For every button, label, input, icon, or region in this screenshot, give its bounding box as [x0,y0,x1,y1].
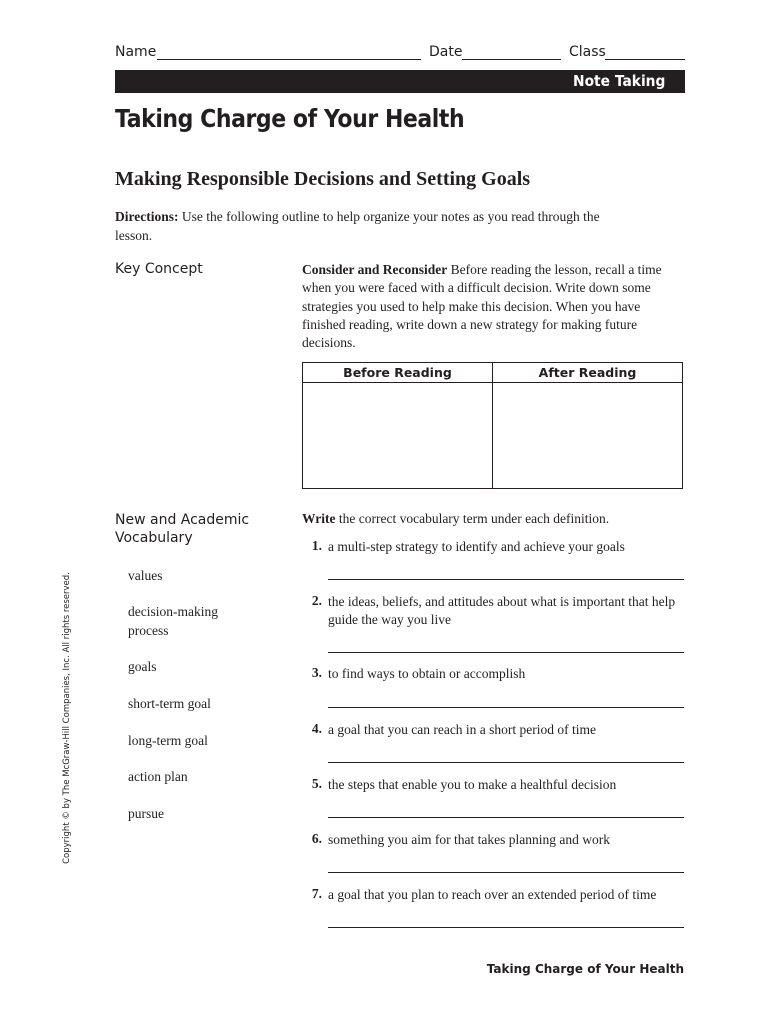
copyright-notice: Copyright © by The McGraw-Hill Companies, Inc. All rights reserved. [62,572,72,864]
consider-lead: Consider and Reconsider [302,262,448,277]
answer-line-6[interactable] [328,872,684,873]
vocabulary-instruction [302,511,609,527]
answer-line-5[interactable] [328,817,684,818]
date-field[interactable] [462,59,561,60]
vocab-term: short-term goal [128,696,211,711]
banner-label: Note Taking [572,72,665,90]
vocabulary-label: New and Academic Vocabulary [115,512,250,546]
answer-line-3[interactable] [328,707,684,708]
after-reading-header: After Reading [538,365,637,380]
definition-text: a goal that you plan to reach over an extended period of time [328,887,657,902]
vocab-term: pursue [128,806,164,821]
definition-text: something you aim for that takes planning and work [328,832,610,847]
consider-paragraph [302,261,687,352]
directions-text: Use the following outline to help organize your notes as you read through the lesson. [115,209,600,243]
date-label: Date [429,44,463,60]
answer-line-4[interactable] [328,762,684,763]
page-footer: Taking Charge of Your Health [486,962,684,976]
directions-lead: Directions: [115,209,179,224]
vocab-term: long-term goal [128,733,208,748]
before-reading-cell[interactable] [303,383,492,488]
class-field[interactable] [605,59,685,60]
vocab-term: goals [128,659,157,674]
instruction-text: the correct vocabulary term under each definition. [335,511,610,526]
definition-number: 2. [311,593,322,608]
definition-text: the steps that enable you to make a healthful decision [328,777,617,792]
answer-line-7[interactable] [328,927,684,928]
instruction-lead: Write [302,511,336,526]
after-reading-cell[interactable] [493,383,682,488]
notes-table [302,362,683,489]
header-fields [115,44,685,64]
definition-number: 1. [311,538,322,553]
name-field[interactable] [157,59,421,60]
definition-number: 5. [311,776,322,791]
definition-text: the ideas, beliefs, and attitudes about what is important that help guide the way you live [328,594,676,627]
definition-number: 3. [311,665,322,680]
answer-line-1[interactable] [328,579,684,580]
definition-number: 6. [311,831,322,846]
lesson-subtitle: Making Responsible Decisions and Setting Goals [115,168,531,190]
definition-number: 7. [311,886,322,901]
definition-text: a goal that you can reach in a short period of time [328,722,597,737]
key-concept-label: Key Concept [115,261,203,277]
consider-text: Before reading the lesson, recall a time when you were faced with a difficult decision. Write down some strategies you used to help make this decision. When you have finished reading, write down a new strategy for making future decisions. [302,262,662,351]
before-reading-header: Before Reading [343,365,452,380]
section-banner [115,70,685,93]
vocab-term: values [128,568,163,583]
definition-text: to find ways to obtain or accomplish [328,666,526,681]
page-title: Taking Charge of Your Health [115,104,465,133]
definition-number: 4. [311,721,322,736]
answer-line-2[interactable] [328,652,684,653]
vocab-term: decision-making process [128,604,218,638]
directions [115,207,615,245]
definition-text: a multi-step strategy to identify and achieve your goals [328,539,625,554]
vocab-term: action plan [128,769,188,784]
name-label: Name [115,44,157,60]
class-label: Class [569,44,606,60]
